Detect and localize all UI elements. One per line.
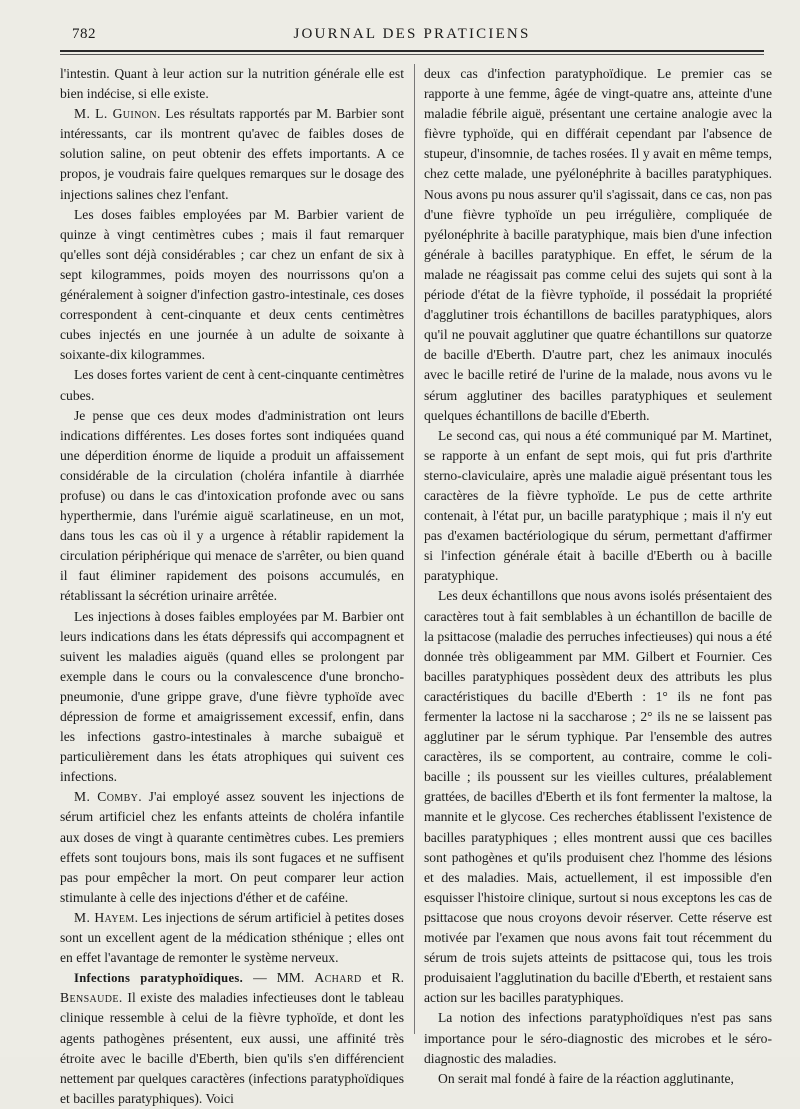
speaker-name: M. Comby. (74, 789, 143, 805)
running-header (60, 22, 764, 50)
column-divider (414, 64, 415, 1034)
paragraph (60, 908, 404, 968)
paragraph-text: Les résultats rapportés par M. Barbier sont intéressants, car ils montrent qu'avec de faibles doses de solution saline, on peut obtenir des effets importants. A ce propos, je voudrais faire quelques remarques sur le dosage des injections salines chez l'enfant. (60, 106, 405, 202)
speaker-name: M. Hayem. (74, 909, 139, 925)
paragraph (60, 104, 404, 204)
paragraph: Les doses faibles employées par M. Barbier varient de quinze à vingt centimètres cubes ; mais il faut remarquer qu'elles sont déjà considérables ; car chez un enfant de six à sept kilogrammes, poids moyen des nourrissons qu'on a généralement à soigner d'infection gastro-intestinale, ces doses correspondent à cent-cinquante et deux cents centimètres cubes injectés en une journée à un adulte de soixante à soixante-dix kilogrammes. (60, 206, 404, 363)
paragraph: La notion des infections paratyphoïdiques n'est pas sans importance pour le séro-diagnostic des microbes et le séro-diagnostic des maladies. (424, 1010, 772, 1066)
paragraph: l'intestin. Quant à leur action sur la nutrition générale elle est bien indécise, si elle existe. (60, 66, 404, 102)
conjunction-text: et R. (361, 970, 404, 986)
left-column (60, 64, 404, 1109)
paragraph (60, 787, 404, 908)
paragraph (60, 968, 404, 1109)
paragraph: Je pense que ces deux modes d'administration ont leurs indications différentes. Les doses fortes sont indiquées quand une déperdition énorme de liquide a produit un affaissement considérable de la circulation (choléra infantile à diarrhée profuse) ou dans le cas d'intoxication profonde avec ou sans hyperthermie, dans l'urémie aiguë scarlatineuse, en un mot, dans tous les cas où il y a urgence à rétablir rapidement la circulation périphérique qui menace de s'arrêter, ou bien quand il faut éliminer rapidement des poisons accumulés, en rétablissant la sécrétion urinaire arrêtée. (60, 407, 404, 604)
speaker-name: Bensaude. (60, 990, 123, 1006)
paragraph: deux cas d'infection paratyphoïdique. Le premier cas se rapporte à une femme, âgée de vingt-quatre ans, atteinte d'une maladie fébrile aiguë, présentant une certaine analogie avec la fièvre typhoïde, qui en différait cependant par l'absence de stupeur, d'insomnie, de taches rosées. Il y avait en même temps, chez cette malade, une pyélonéphrite à bacilles paratyphiques. Nous avons pu nous assurer qu'il s'agissait, dans ce cas, non pas d'une fièvre typhoïde un peu irrégulière, compliquée de pyélonéphrite à bacille paratyphique, mais bien d'une infection générale à bacilles paratyphique. En effet, le sérum de la malade ne réagissait pas comme celui des sujets qui sont à la période d'état de la fièvre typhoïde, il possédait la propriété d'agglutiner trois échantillons de bacilles paratyphiques, alors qu'il ne pouvait agglutiner que quatre échantillons sur quatorze de bacille d'Eberth. D'autre part, chez les animaux inoculés avec le bacille retiré de l'urine de la malade, nous avons vu le sérum agglutiner des bacilles paratyphiques et seulement quelques échantillons de bacille d'Eberth. (424, 66, 772, 423)
page-number: 782 (72, 26, 96, 42)
paragraph: Les injections à doses faibles employées par M. Barbier ont leurs indications dans les états dépressifs qui accompagnent et suivent les maladies aiguës (quand elles se prolongent par exemple dans le cours ou la convalescence d'une broncho-pneumonie, d'une grippe grave, d'une fièvre typhoïde avec dépression de forme et amaigrissement excessif, enfin, dans les infections gastro-intestinales à marche subaiguë et particulièrement dans les états atrophiques qui suivent ces infections. (60, 608, 404, 785)
header-rule-thin (60, 54, 764, 55)
dash-text: — MM. (243, 970, 315, 986)
speaker-name: M. L. Guinon. (74, 106, 161, 122)
journal-title: JOURNAL DES PRATICIENS (293, 26, 531, 42)
speaker-name: Achard (314, 970, 362, 986)
right-column (424, 64, 772, 1089)
paragraph-text: Il existe des maladies infectieuses dont le tableau clinique ressemble à celui de la fièvre typhoïde, et dont les agents pathogènes présentent, eux aussi, une affinité très étroite avec le bacille d'Eberth, bien qu'ils s'en différencient nettement par quelques caractères (infections paratyphoïdiques et bacilles paratyphiques). Voici (60, 990, 404, 1106)
paragraph: Les doses fortes varient de cent à cent-cinquante centimètres cubes. (60, 367, 404, 403)
paragraph-text: J'ai employé assez souvent les injections de sérum artificiel chez les enfants atteints de choléra infantile aux doses de vingt à quarante centimètres cubes. Les premiers effets sont toujours bons, mais ils sont fugaces et ne suffisent pas pour empêcher la mort. On peut comparer leur action stimulante à celle des injections d'éther et de caféine. (60, 789, 404, 905)
paragraph: Le second cas, qui nous a été communiqué par M. Martinet, se rapporte à un enfant de sept mois, qui fut pris d'arthrite sterno-claviculaire, après une maladie aiguë présentant tous les caractères de la fièvre typhoïde. Le pus de cette arthrite contenait, à l'état pur, un bacille paratyphique ; mais il n'y eut pas d'examen bactériologique du sérum, permettant d'affirmer si l'infection générale était à bacille d'Eberth ou à bacille paratyphique. (424, 427, 772, 584)
section-heading: Infections paratyphoïdiques. (74, 971, 244, 986)
paragraph: On serait mal fondé à faire de la réaction agglutinante, (438, 1070, 734, 1086)
paragraph: Les deux échantillons que nous avons isolés présentaient des caractères tout à fait semblables à un échantillon de bacille de la psittacose (maladie des perruches infectieuses) qui nous a été donnée très obligeamment par MM. Gilbert et Fournier. Ces bacilles paratyphiques possèdent deux des attributs les plus caractéristiques du bacille d'Eberth : 1° ils ne font pas fermenter la lactose ni la saccharose ; 2° ils ne se laissent pas agglutiner par le sérum typhique. Par l'ensemble des autres caractères, ils se comportent, au contraire, comme le coli-bacille ; ils poussent sur les vieilles cultures, préalablement grattées, de bacilles d'Eberth et ils font fermenter la maltose, la mannite et le glycose. Ces recherches établissent l'existence de bacilles paratyphiques ; elles montrent aussi que ces bacilles sont pathogènes et qu'ils produisent chez l'homme des lésions et des maladies. Mais, actuellement, il est impossible d'en esquisser l'histoire clinique, surtout si nous exceptons les cas de psittacose que nous croyons devoir réserver. Cette réserve est motivée par l'examen que nous avons fait tout récemment du sérum de trois sujets atteints de psittacose qui, tous les trois produisaient l'agglutination du bacille d'Eberth, et restaient sans action sur les bacilles paratyphiques. (424, 588, 772, 1006)
header-rule (60, 50, 764, 52)
paragraph-text: Les injections de sérum artificiel à petites doses sont un excellent agent de la médication sthénique ; elles ont en effet l'avantage de remonter le système nerveux. (60, 909, 404, 966)
